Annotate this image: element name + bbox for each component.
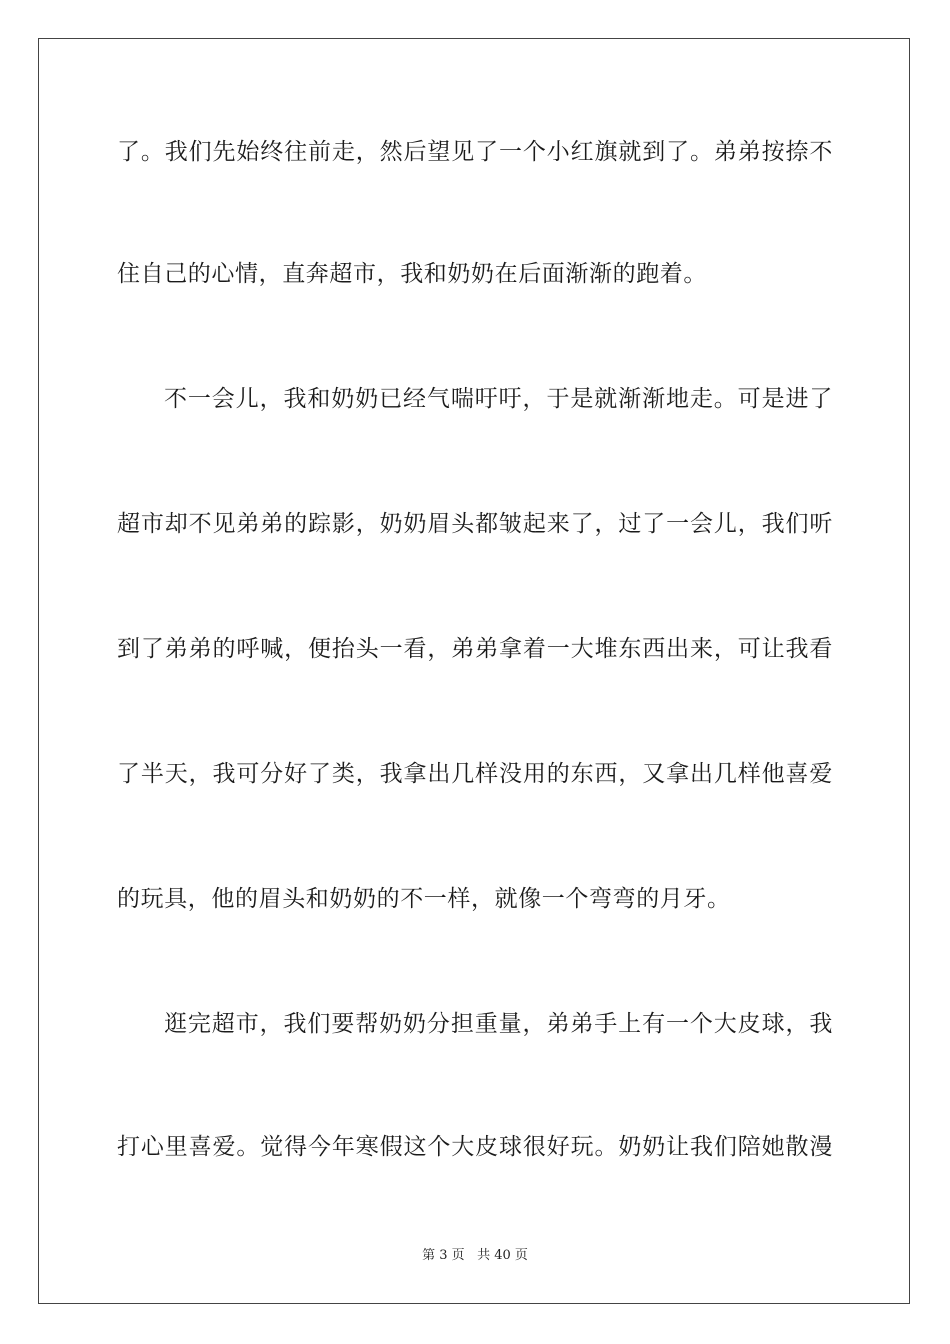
- text-line-6: 了半天，我可分好了类，我拿出几样没用的东西，又拿出几样他喜爱: [117, 761, 833, 787]
- text-line-3: 不一会儿，我和奶奶已经气喘吁吁，于是就渐渐地走。可是进了: [164, 386, 833, 412]
- text-line-5: 到了弟弟的呼喊，便抬头一看，弟弟拿着一大堆东西出来，可让我看: [117, 636, 833, 662]
- page-border: [38, 38, 910, 1304]
- page-footer: [0, 1247, 950, 1265]
- text-line-7: 的玩具，他的眉头和奶奶的不一样，就像一个弯弯的月牙。: [117, 886, 731, 912]
- text-line-8: 逛完超市，我们要帮奶奶分担重量，弟弟手上有一个大皮球，我: [164, 1011, 833, 1037]
- page-total: 共 40 页: [477, 1248, 528, 1263]
- page-number: 第 3 页: [422, 1248, 465, 1263]
- text-line-9: 打心里喜爱。觉得今年寒假这个大皮球很好玩。奶奶让我们陪她散漫: [117, 1134, 833, 1160]
- text-line-4: 超市却不见弟弟的踪影，奶奶眉头都皱起来了，过了一会儿，我们听: [117, 511, 833, 537]
- text-line-1: 了。我们先始终往前走，然后望见了一个小红旗就到了。弟弟按捺不: [117, 139, 833, 165]
- text-line-2: 住自己的心情，直奔超市，我和奶奶在后面渐渐的跑着。: [117, 261, 707, 287]
